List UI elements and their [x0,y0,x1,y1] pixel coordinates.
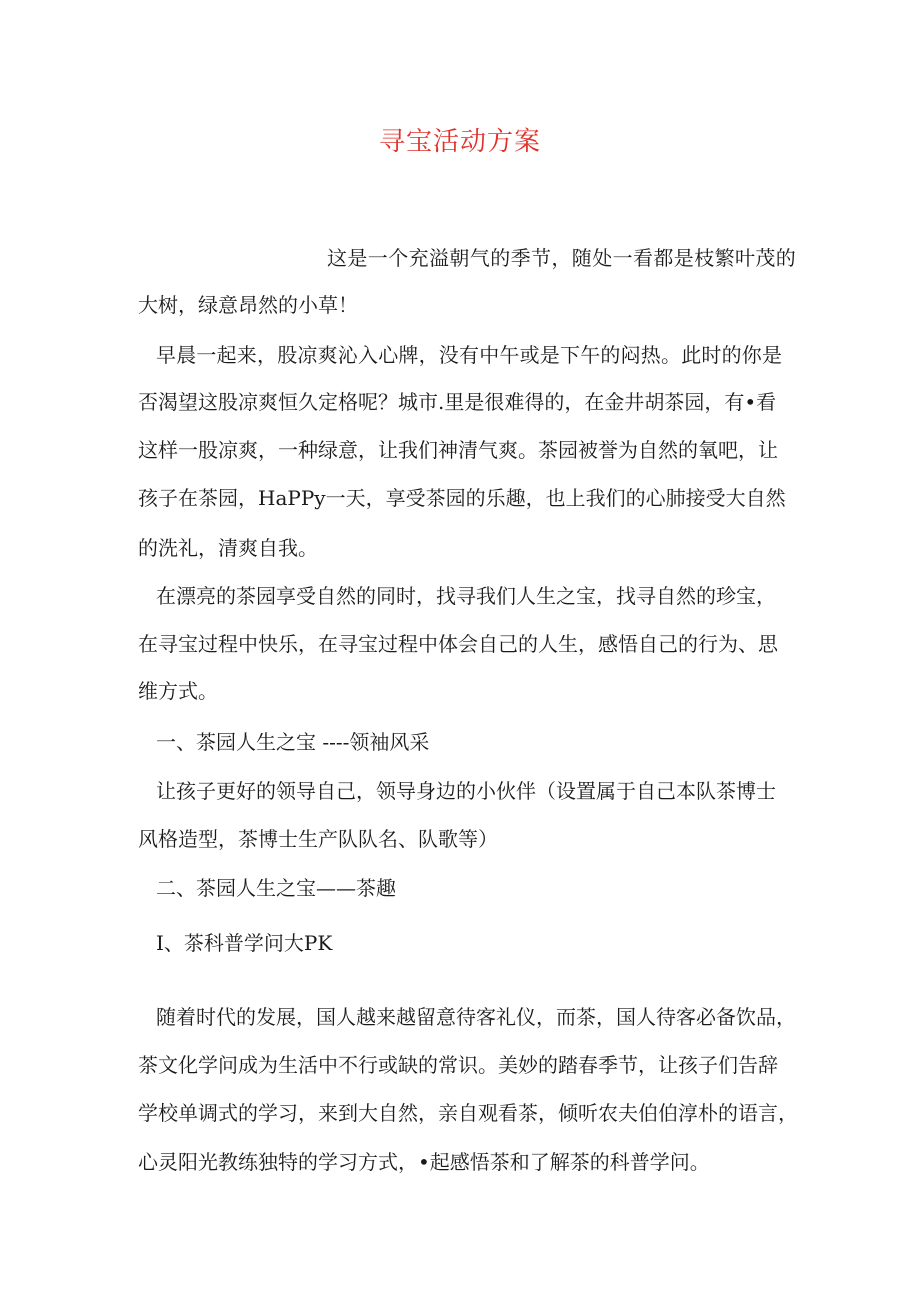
paragraph-line: 学校单调式的学习，来到大自然，亲自观看茶，倾听农夫伯伯淳朴的语言， [138,1101,798,1125]
paragraph-line: 茶文化学问成为生活中不行或缺的常识。美妙的踏春季节，让孩子们告辞 [138,1053,778,1077]
subsection-heading: I、茶科普学问大PK [156,931,333,955]
paragraph-line: 大树，绿意昂然的小草！ [138,293,358,317]
paragraph-line: 心灵阳光教练独特的学习方式，•起感悟茶和了解茶的科普学问。 [138,1150,710,1174]
paragraph-line: 维方式。 [138,679,218,703]
section-heading: 一、茶园人生之宝 ----领袖风采 [156,730,430,754]
paragraph-line: 这是一个充溢朝气的季节，随处一看都是枝繁叶茂的 [327,246,797,270]
section-heading: 二、茶园人生之宝——茶趣 [156,876,396,900]
paragraph-line: 在漂亮的茶园享受自然的同时，找寻我们人生之宝，找寻自然的珍宝， [156,584,776,608]
paragraph-line: 随着时代的发展，国人越来越留意待客礼仪，而茶，国人待客必备饮品， [156,1005,796,1029]
paragraph-line: 这样一股凉爽，一种绿意，让我们神清气爽。茶园被誉为自然的氧吧，让 [138,438,778,462]
document-title: 寻宝活动方案 [378,127,541,157]
paragraph-line: 否渴望这股凉爽恒久定格呢？城市.里是很难得的，在金井胡茶园，有•看 [138,390,777,414]
paragraph-line: 的洗礼，清爽自我。 [138,536,318,560]
paragraph-line: 风格造型，茶博士生产队队名、队歌等） [138,827,498,851]
paragraph-line: 早晨一起来，股凉爽沁入心牌，没有中午或是下午的闷热。此时的你是 [156,343,783,367]
paragraph-line: 在寻宝过程中快乐，在寻宝过程中体会自己的人生，感悟自己的行为、思 [138,632,778,656]
paragraph-line: 让孩子更好的领导自己，领导身边的小伙伴（设置属于自己本队茶博士 [156,779,776,803]
paragraph-line: 孩子在茶园，HaPPy一天，享受茶园的乐趣，也上我们的心肺接受大自然 [138,486,786,510]
